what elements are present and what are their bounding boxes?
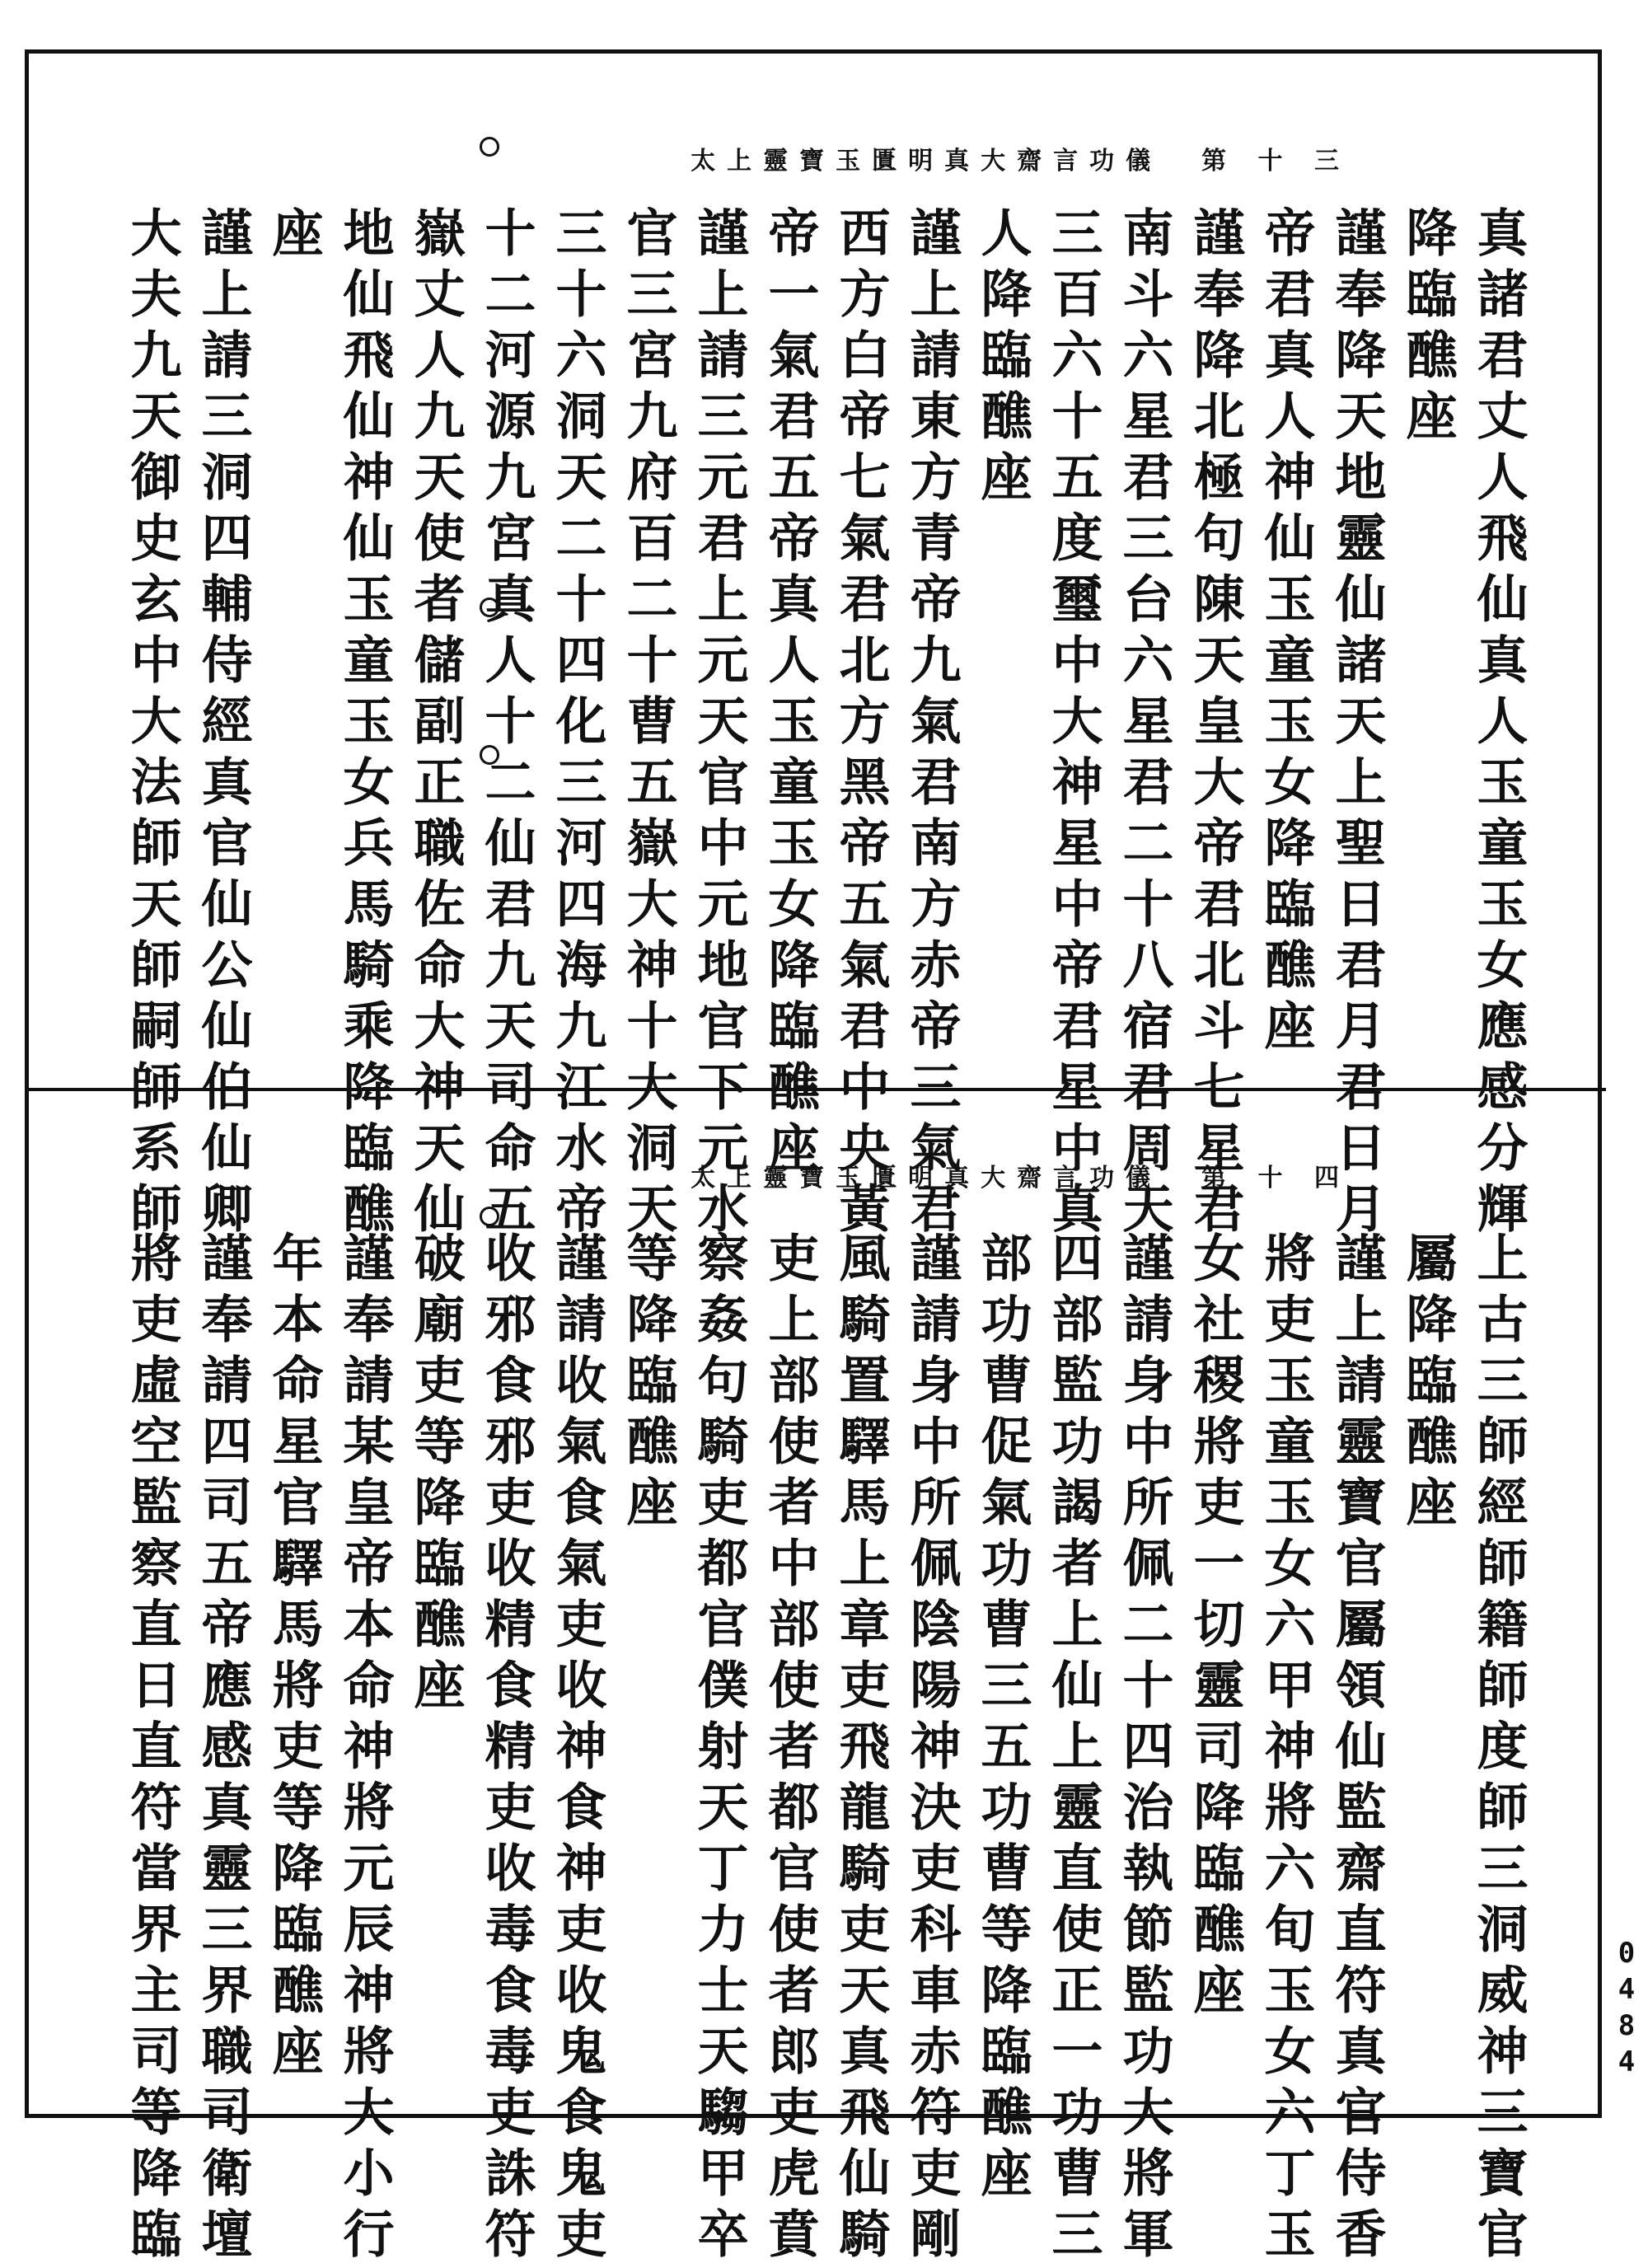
text-column: 將吏虛空監察直日直符當界主司等降臨 bbox=[122, 1231, 182, 2268]
text-column: 屬降臨醮座 bbox=[1398, 1231, 1458, 1536]
text-column: 帝君真人神仙玉童玉女降臨醮座 bbox=[1256, 206, 1316, 1060]
text-column: 部功曹促氣功曹三五功曹等降臨醮座 bbox=[972, 1231, 1032, 2207]
text-column: 南斗六星君三台六星君二十八宿君周天 bbox=[1114, 206, 1174, 1243]
text-column: 風騎置驛馬上章吏飛龍騎吏天真飛仙騎 bbox=[831, 1231, 891, 2268]
bottom-header-section: 第 十 四 bbox=[1201, 1164, 1351, 1193]
text-column: 謹上請三元君上元天官中元地官下元水 bbox=[689, 206, 749, 1243]
text-column: 謹奉請某皇帝本命神將元辰神將大小行 bbox=[335, 1231, 395, 2268]
circle-mark-icon bbox=[480, 1207, 499, 1226]
text-column: 女社稷將吏一切靈司降臨醮座 bbox=[1185, 1231, 1245, 2024]
top-header bbox=[29, 140, 1606, 176]
text-column: 四部監功謁者上仙上靈直使正一功曹三 bbox=[1043, 1231, 1103, 2268]
text-column: 嶽丈人九天使者儲副正職佐命大神天仙 bbox=[405, 206, 466, 1243]
top-header-title: 太上靈寶玉匱明真大齋言功儀 bbox=[691, 147, 1163, 176]
text-column: 謹請身中所佩二十四治執節監功大將軍 bbox=[1114, 1231, 1174, 2268]
text-column: 收邪食邪吏收精食精吏收毒食毒吏誅符 bbox=[476, 1231, 536, 2268]
text-column: 將吏玉童玉女六甲神將六旬玉女六丁玉 bbox=[1256, 1231, 1316, 2268]
text-column: 破廟吏等降臨醮座 bbox=[405, 1231, 466, 1719]
text-column: 帝一氣君五帝真人玉童玉女降臨醮座 bbox=[760, 206, 820, 1182]
text-column: 上古三師經師籍師度師三洞威神三寶官 bbox=[1468, 1231, 1529, 2268]
text-column: 謹奉降北極句陳天皇大帝君北斗七星君 bbox=[1185, 206, 1245, 1243]
text-column: 察姦句騎吏都官僕射天丁力士天騶甲卒 bbox=[689, 1231, 749, 2268]
text-column: 謹請收氣食氣吏收神食神吏收鬼食鬼吏 bbox=[547, 1231, 607, 2268]
bottom-page bbox=[29, 1088, 1606, 2268]
text-column: 吏上部使者中部使者都官使者郎吏虎賁 bbox=[760, 1231, 820, 2268]
bottom-text-columns bbox=[78, 1231, 1529, 2268]
text-column: 謹奉請四司五帝應感真靈三界職司衛壇 bbox=[193, 1231, 253, 2268]
text-column: 座 bbox=[264, 206, 324, 267]
text-column: 等降臨醮座 bbox=[618, 1231, 678, 1536]
bottom-header bbox=[29, 1157, 1606, 1193]
circle-mark-icon bbox=[480, 137, 499, 157]
bottom-header-title: 太上靈寶玉匱明真大齋言功儀 bbox=[691, 1164, 1163, 1193]
circle-mark-icon bbox=[480, 597, 499, 617]
text-column: 謹上請三洞四輔侍經真官仙公仙伯仙卿 bbox=[193, 206, 253, 1243]
text-column: 年本命星官驛馬將吏等降臨醮座 bbox=[264, 1231, 324, 2085]
top-header-section: 第 十 三 bbox=[1201, 147, 1351, 176]
text-column: 地仙飛仙神仙玉童玉女兵馬騎乘降臨醮 bbox=[335, 206, 395, 1243]
text-column: 謹上請靈寶官屬領仙監齋直符真官侍香 bbox=[1327, 1231, 1387, 2268]
text-column: 三十六洞天二十四化三河四海九江水帝 bbox=[547, 206, 607, 1243]
text-column: 真諸君丈人飛仙真人玉童玉女應感分輝 bbox=[1468, 206, 1529, 1243]
text-column: 官三宮九府百二十曹五嶽大神十大洞天 bbox=[618, 206, 678, 1243]
circle-mark-icon bbox=[480, 745, 499, 765]
text-column: 降臨醮座 bbox=[1398, 206, 1458, 450]
text-column: 謹請身中所佩陰陽神決吏科車赤符吏剛 bbox=[901, 1231, 962, 2268]
text-column: 謹上請東方青帝九氣君南方赤帝三氣君 bbox=[901, 206, 962, 1243]
text-column: 十二河源九宮真人十二仙君九天司命五 bbox=[476, 206, 536, 1243]
text-column: 三百六十五度璽中大神星中帝君星中真 bbox=[1043, 206, 1103, 1243]
page-number: 0484 bbox=[1610, 1937, 1643, 2082]
text-column: 西方白帝七氣君北方黑帝五氣君中央黃 bbox=[831, 206, 891, 1243]
text-column: 大夫九天御史玄中大法師天師嗣師系師 bbox=[122, 206, 182, 1243]
text-column: 謹奉降天地靈仙諸天上聖日君月君日月 bbox=[1327, 206, 1387, 1243]
text-column: 人降臨醮座 bbox=[972, 206, 1032, 511]
